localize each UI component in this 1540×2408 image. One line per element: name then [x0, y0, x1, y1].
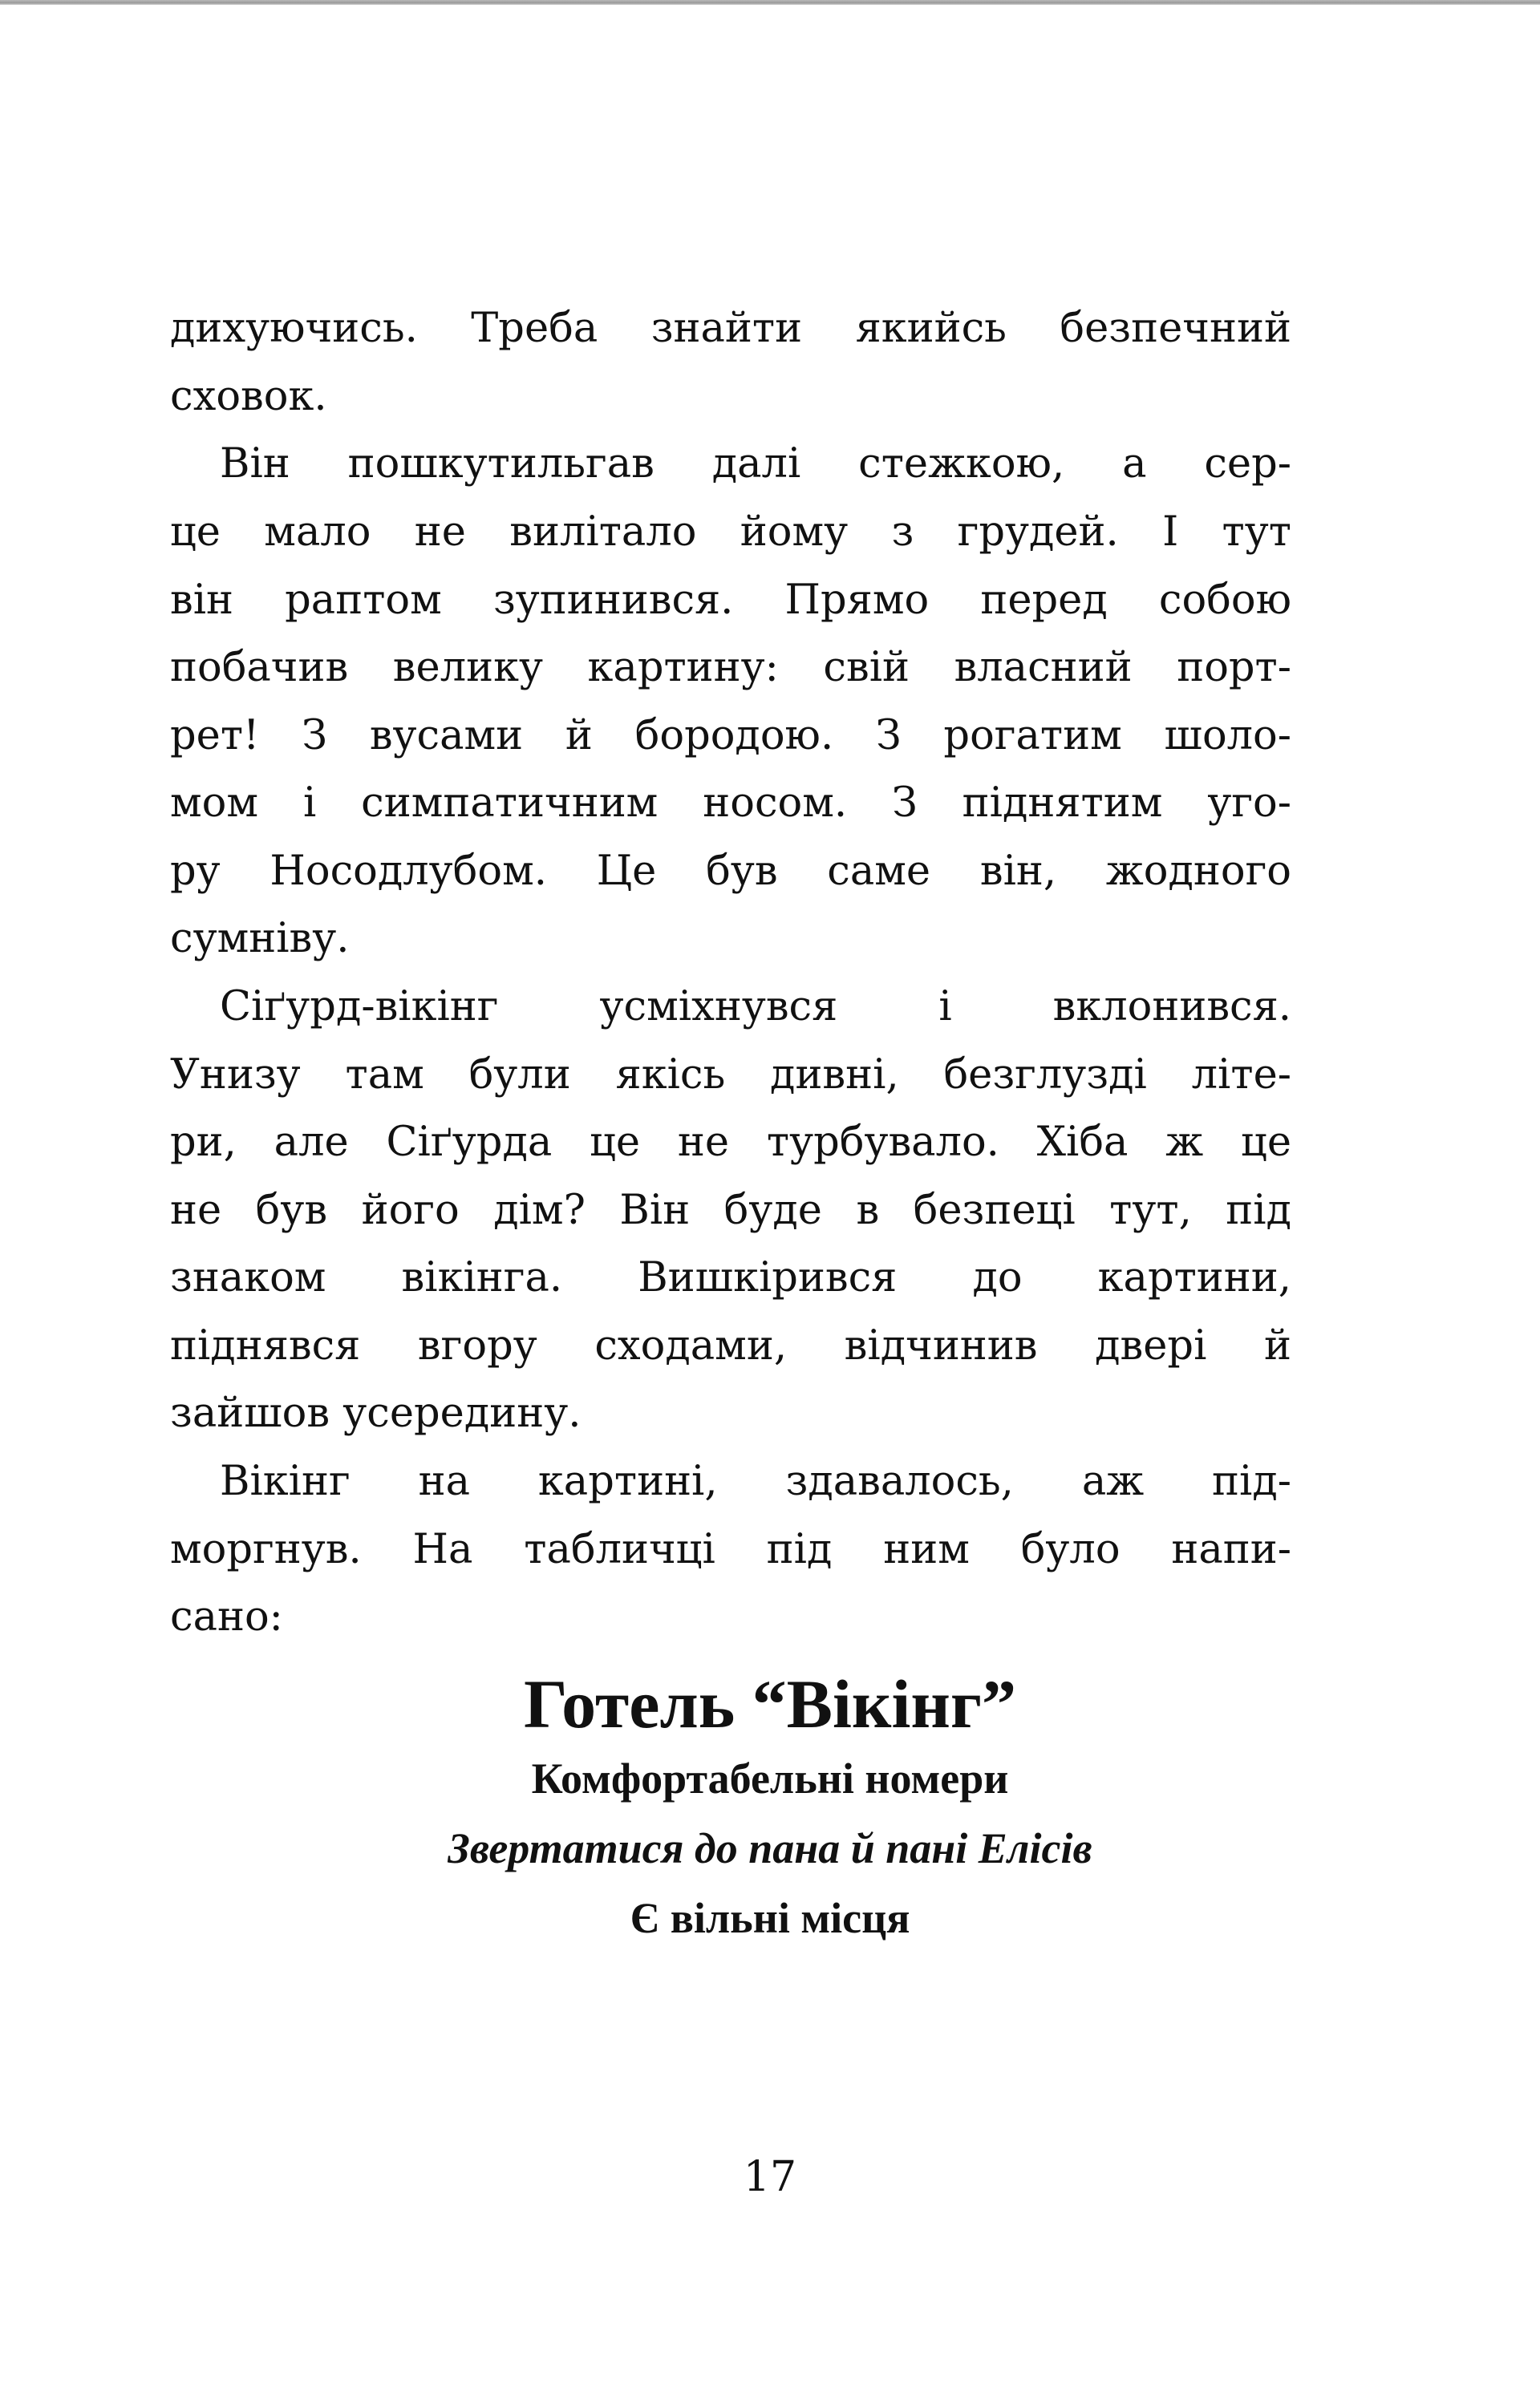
text-line: знаком вікінга. Вишкірився до картини,	[170, 1254, 1291, 1301]
page-number: 17	[743, 2153, 797, 2201]
hotel-sign-contact: Звертатися до пана й пані Елісів	[448, 1824, 1092, 1872]
hotel-sign-title: Готель “Вікінг”	[524, 1665, 1016, 1742]
text-line: побачив велику картину: свій власний порт-	[170, 644, 1291, 691]
text-line: ри, але Сіґурда це не турбувало. Хіба ж це	[170, 1119, 1291, 1166]
text-line: не був його дім? Він буде в безпеці тут, під	[170, 1187, 1291, 1234]
text-line: моргнув. На табличці під ним було напи-	[170, 1526, 1291, 1573]
text-line: сховок.	[170, 373, 327, 420]
paragraph-start-line: Вікінг на картині, здавалось, аж під-	[220, 1458, 1291, 1505]
text-line: Унизу там були якісь дивні, безглузді літе-	[170, 1051, 1291, 1099]
text-line: сумніву.	[170, 915, 350, 962]
top-border	[0, 0, 1540, 5]
text-line: зайшов усередину.	[170, 1390, 582, 1437]
text-line: це мало не вилітало йому з грудей. І тут	[170, 508, 1291, 556]
text-line: рет! З вусами й бородою. З рогатим шоло-	[170, 712, 1291, 759]
text-line: сано:	[170, 1593, 283, 1641]
paragraph-start-line: Він пошкутильгав далі стежкою, а сер-	[220, 440, 1291, 488]
hotel-sign-subtitle: Комфортабельні номери	[531, 1754, 1009, 1803]
text-line: мом і симпатичним носом. З піднятим уго-	[170, 779, 1291, 827]
text-line: він раптом зупинився. Прямо перед собою	[170, 577, 1291, 624]
paragraph-start-line: Сіґурд-вікінг усміхнувся і вклонився.	[220, 983, 1291, 1030]
hotel-sign-vacancy: Є вільні місця	[630, 1894, 910, 1942]
text-line: піднявся вгору сходами, відчинив двері й	[170, 1322, 1291, 1370]
text-line: ру Носодлубом. Це був саме він, жодного	[170, 848, 1291, 895]
text-line: дихуючись. Треба знайти якийсь безпечний	[170, 305, 1291, 352]
